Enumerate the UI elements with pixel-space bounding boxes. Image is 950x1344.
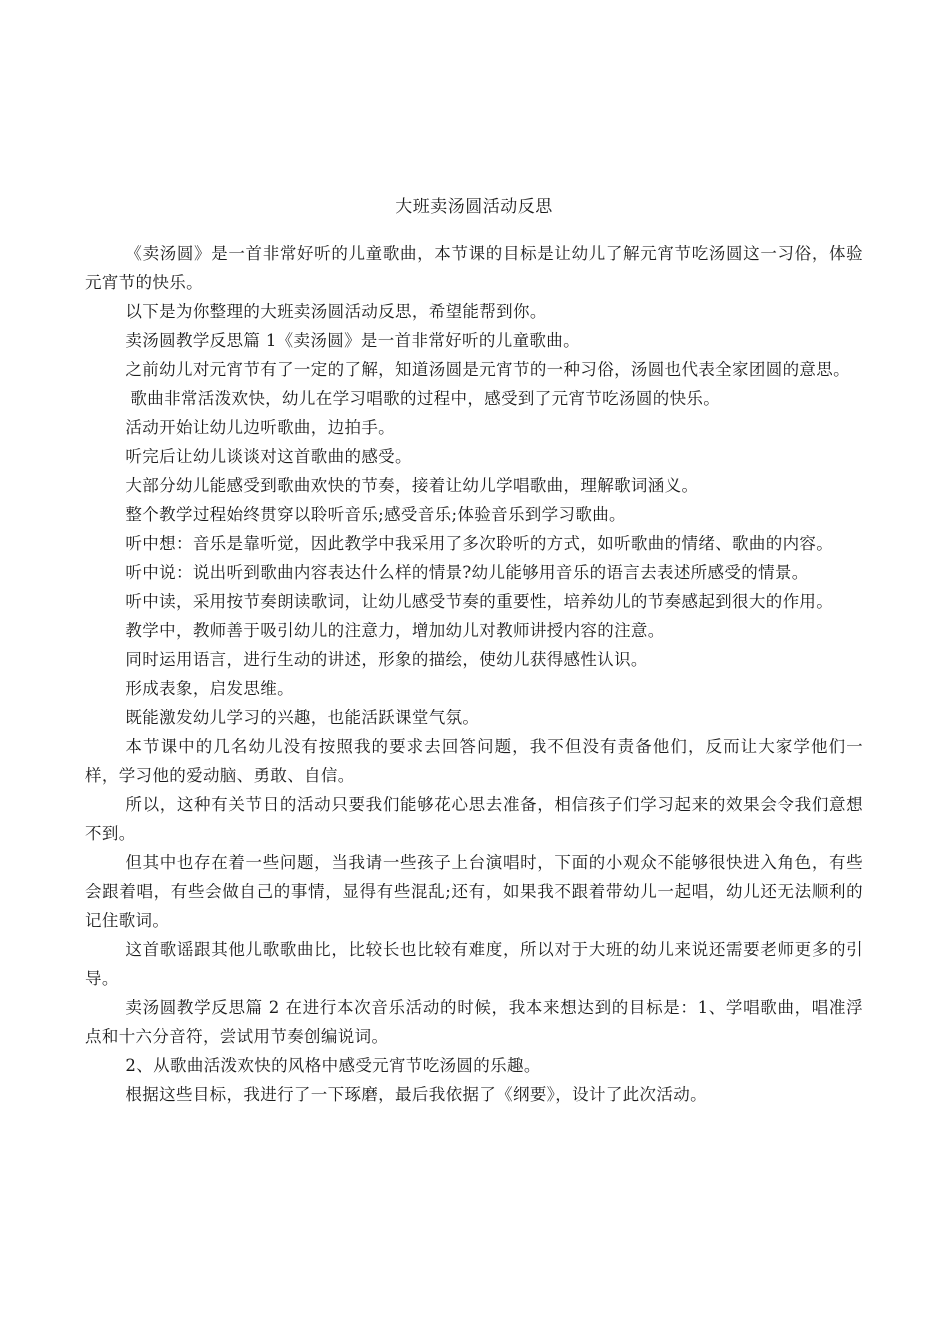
- paragraph-16: 既能激发幼儿学习的兴趣，也能活跃课堂气氛。: [125, 708, 480, 727]
- document-page: [85, 195, 863, 1109]
- paragraph-22: 2、从歌曲活泼欢快的风格中感受元宵节吃汤圆的乐趣。: [125, 1056, 541, 1075]
- paragraph-5: 歌曲非常活泼欢快，幼儿在学习唱歌的过程中，感受到了元宵节吃汤圆的快乐。: [130, 389, 721, 408]
- paragraph-15: 形成表象，启发思维。: [125, 679, 294, 698]
- paragraph-1: 《卖汤圆》是一首非常好听的儿童歌曲，本节课的目标是让幼儿了解元宵节吃汤圆这一习俗，体验元宵节的快乐。: [85, 244, 863, 292]
- paragraph-4: 之前幼儿对元宵节有了一定的了解，知道汤圆是元宵节的一种习俗，汤圆也代表全家团圆的意思。: [125, 360, 850, 379]
- paragraph-14: 同时运用语言，进行生动的讲述，形象的描绘，使幼儿获得感性认识。: [125, 650, 648, 669]
- paragraph-2: 以下是为你整理的大班卖汤圆活动反思，希望能帮到你。: [125, 302, 547, 321]
- paragraph-7: 听完后让幼儿谈谈对这首歌曲的感受。: [125, 447, 412, 466]
- paragraph-8: 大部分幼儿能感受到歌曲欢快的节奏，接着让幼儿学唱歌曲，理解歌词涵义。: [125, 476, 699, 495]
- paragraph-20: 这首歌谣跟其他儿歌歌曲比，比较长也比较有难度，所以对于大班的幼儿来说还需要老师更多的引导。: [85, 940, 863, 988]
- paragraph-21: 卖汤圆教学反思篇 2 在进行本次音乐活动的时候，我本来想达到的目标是：1、学唱歌曲，唱准浮点和十六分音符，尝试用节奏创编说词。: [85, 998, 863, 1046]
- paragraph-12: 听中读，采用按节奏朗读歌词，让幼儿感受节奏的重要性，培养幼儿的节奏感起到很大的作用。: [125, 592, 834, 611]
- paragraph-9: 整个教学过程始终贯穿以聆听音乐;感受音乐;体验音乐到学习歌曲。: [125, 505, 626, 524]
- paragraph-17: 本节课中的几名幼儿没有按照我的要求去回答问题，我不但没有责备他们，反而让大家学他们一样，学习他的爱动脑、勇敢、自信。: [85, 737, 863, 785]
- paragraph-10: 听中想：音乐是靠听觉，因此教学中我采用了多次聆听的方式，如听歌曲的情绪、歌曲的内容。: [125, 534, 834, 553]
- paragraph-13: 教学中，教师善于吸引幼儿的注意力，增加幼儿对教师讲授内容的注意。: [125, 621, 665, 640]
- paragraph-19: 但其中也存在着一些问题，当我请一些孩子上台演唱时，下面的小观众不能够很快进入角色，有些会跟着唱，有些会做自己的事情，显得有些混乱;还有，如果我不跟着带幼儿一起唱，幼儿还无法顺利的记住歌词。: [85, 853, 863, 930]
- paragraph-23: 根据这些目标，我进行了一下琢磨，最后我依据了《纲要》，设计了此次活动。: [125, 1085, 707, 1104]
- document-title: 大班卖汤圆活动反思: [395, 197, 553, 217]
- paragraph-11: 听中说：说出听到歌曲内容表达什么样的情景?幼儿能够用音乐的语言去表述所感受的情景。: [125, 563, 809, 582]
- paragraph-3: 卖汤圆教学反思篇 1《卖汤圆》是一首非常好听的儿童歌曲。: [125, 331, 580, 350]
- paragraph-18: 所以，这种有关节日的活动只要我们能够花心思去准备，相信孩子们学习起来的效果会令我们意想不到。: [85, 795, 863, 843]
- paragraph-6: 活动开始让幼儿边听歌曲，边拍手。: [125, 418, 396, 437]
